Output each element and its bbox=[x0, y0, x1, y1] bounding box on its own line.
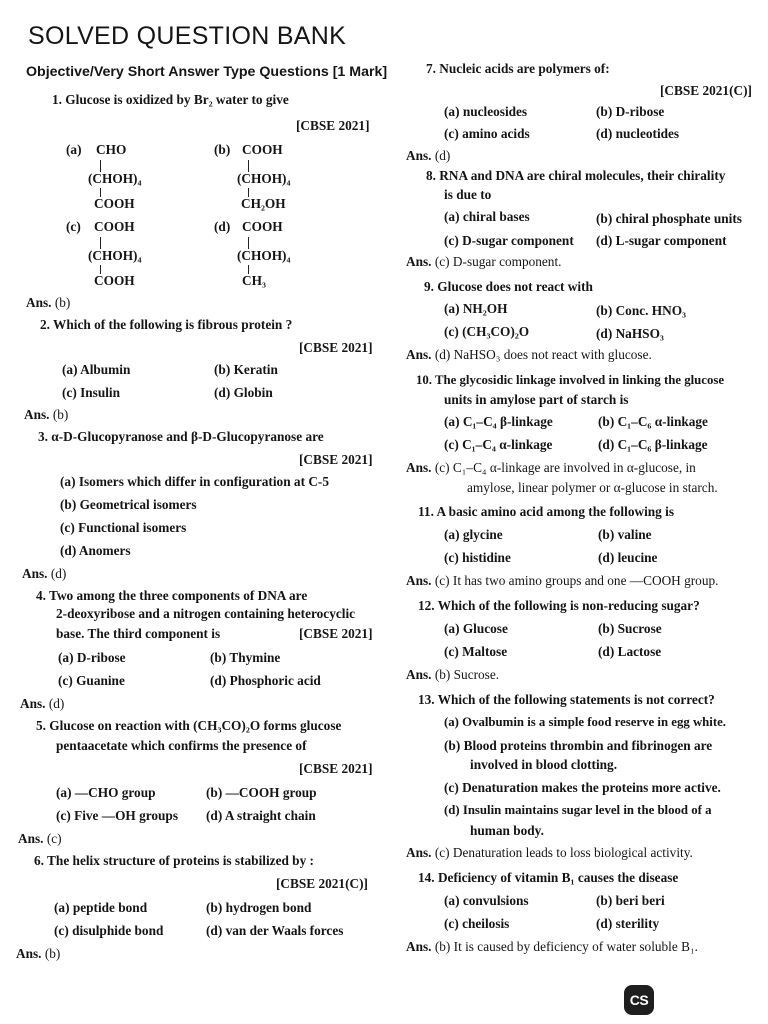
question-9-answer: Ans. (d) NaHSO₃ does not react with glucose. bbox=[406, 347, 652, 362]
q8-option-b: (b) chiral phosphate units bbox=[596, 211, 742, 226]
question-11-text: 11. A basic amino acid among the following is bbox=[418, 504, 674, 519]
q11-option-a: (a) glycine bbox=[444, 527, 503, 542]
q6-option-c: (c) disulphide bond bbox=[54, 923, 164, 938]
q8-option-c: (c) D-sugar component bbox=[444, 233, 574, 248]
question-4-line-1: 4. Two among the three components of DNA are bbox=[36, 588, 308, 603]
q13-option-d-line-1: (d) Insulin maintains sugar level in the blood of a bbox=[444, 803, 712, 817]
q10-option-d: (d) C₁–C₆ β-linkage bbox=[598, 437, 708, 452]
question-10-answer-line-2: amylose, linear polymer or α-glucose in starch. bbox=[467, 480, 718, 495]
q9-option-a: (a) NH₂OH bbox=[444, 301, 508, 316]
question-6-answer: Ans. (b) bbox=[16, 946, 61, 961]
q1-option-c-label: (c) bbox=[66, 219, 81, 234]
question-14-text: 14. Deficiency of vitamin B₁ causes the disease bbox=[418, 870, 679, 885]
q7-option-a: (a) nucleosides bbox=[444, 104, 528, 119]
question-10-line-1: 10. The glycosidic linkage involved in linking the glucose bbox=[416, 373, 725, 387]
q13-option-b-line-1: (b) Blood proteins thrombin and fibrinogen are bbox=[444, 738, 713, 753]
q1-option-a-label: (a) bbox=[66, 142, 82, 157]
q7-option-b: (b) D-ribose bbox=[596, 104, 665, 119]
q5-option-c: (c) Five —OH groups bbox=[56, 808, 179, 823]
page-title: SOLVED QUESTION BANK bbox=[28, 22, 347, 50]
q5-option-b: (b) —COOH group bbox=[206, 785, 317, 800]
q3-option-d: (d) Anomers bbox=[60, 543, 131, 558]
q1-option-b-bot: CH₂OH bbox=[241, 196, 286, 211]
question-10-line-2: units in amylose part of starch is bbox=[444, 392, 629, 407]
question-3-text: 3. α-D-Glucopyranose and β-D-Glucopyranose are bbox=[38, 429, 324, 444]
q9-option-b: (b) Conc. HNO₃ bbox=[596, 303, 687, 318]
question-2-tag: [CBSE 2021] bbox=[299, 340, 373, 355]
question-7-tag: [CBSE 2021(C)] bbox=[660, 83, 752, 98]
question-13-text: 13. Which of the following statements is not correct? bbox=[418, 692, 715, 707]
q4-option-b: (b) Thymine bbox=[210, 650, 281, 665]
q1-option-a-mid: (CHOH)₄ bbox=[88, 171, 142, 186]
q6-option-a: (a) peptide bond bbox=[54, 900, 148, 915]
q5-option-d: (d) A straight chain bbox=[206, 808, 316, 823]
question-5-line-2: pentaacetate which confirms the presence of bbox=[56, 738, 307, 753]
question-1-tag: [CBSE 2021] bbox=[296, 118, 370, 133]
q10-option-b: (b) C₁–C₆ α-linkage bbox=[598, 414, 708, 429]
question-3-answer: Ans. (d) bbox=[22, 566, 67, 581]
question-8-line-1: 8. RNA and DNA are chiral molecules, their chirality bbox=[426, 168, 726, 183]
question-14-answer: Ans. (b) It is caused by deficiency of water soluble B₁. bbox=[406, 939, 698, 954]
q1-option-a-top: CHO bbox=[96, 142, 127, 157]
q7-option-c: (c) amino acids bbox=[444, 126, 530, 141]
question-13-answer: Ans. (c) Denaturation leads to loss biological activity. bbox=[406, 845, 693, 860]
q1-option-c-bot: COOH bbox=[94, 273, 135, 288]
q4-option-c: (c) Guanine bbox=[58, 673, 125, 688]
q3-option-b: (b) Geometrical isomers bbox=[60, 497, 197, 512]
q9-option-d: (d) NaHSO₃ bbox=[596, 326, 664, 341]
question-4-line-2: 2-deoxyribose and a nitrogen containing heterocyclic bbox=[56, 606, 356, 621]
q1-option-c-mid: (CHOH)₄ bbox=[88, 248, 142, 263]
q14-option-d: (d) sterility bbox=[596, 916, 660, 931]
question-8-line-2: is due to bbox=[444, 187, 492, 202]
q1-option-d-bot: CH₃ bbox=[242, 273, 266, 288]
q2-option-a: (a) Albumin bbox=[62, 362, 131, 377]
question-4-answer: Ans. (d) bbox=[20, 696, 65, 711]
question-12-answer: Ans. (b) Sucrose. bbox=[406, 667, 500, 682]
q2-option-d: (d) Globin bbox=[214, 385, 273, 400]
q12-option-d: (d) Lactose bbox=[598, 644, 662, 659]
question-8-answer: Ans. (c) D-sugar component. bbox=[406, 254, 562, 269]
q12-option-a: (a) Glucose bbox=[444, 621, 508, 636]
q3-option-c: (c) Functional isomers bbox=[60, 520, 187, 535]
camscanner-logo-icon: CS bbox=[624, 985, 654, 1015]
question-5-tag: [CBSE 2021] bbox=[299, 761, 373, 776]
question-7-text: 7. Nucleic acids are polymers of: bbox=[426, 61, 610, 76]
q1-option-c-top: COOH bbox=[94, 219, 135, 234]
q8-option-d: (d) L-sugar component bbox=[596, 233, 727, 248]
q13-option-a: (a) Ovalbumin is a simple food reserve in egg white. bbox=[444, 715, 726, 729]
q14-option-b: (b) beri beri bbox=[596, 893, 665, 908]
q10-option-a: (a) C₁–C₄ β-linkage bbox=[444, 414, 553, 429]
q4-option-d: (d) Phosphoric acid bbox=[210, 673, 321, 688]
q13-option-d-line-2: human body. bbox=[470, 823, 544, 838]
question-6-text: 6. The helix structure of proteins is stabilized by : bbox=[34, 853, 314, 868]
question-2-text: 2. Which of the following is fibrous protein ? bbox=[40, 317, 293, 332]
q14-option-c: (c) cheilosis bbox=[444, 916, 510, 931]
q1-option-b-label: (b) bbox=[214, 142, 231, 157]
q2-option-b: (b) Keratin bbox=[214, 362, 278, 377]
q1-option-d-label: (d) bbox=[214, 219, 231, 234]
q1-option-d-mid: (CHOH)₄ bbox=[237, 248, 291, 263]
q13-option-b-line-2: involved in blood clotting. bbox=[470, 757, 618, 772]
q1-option-d-top: COOH bbox=[242, 219, 283, 234]
q11-option-b: (b) valine bbox=[598, 527, 652, 542]
q14-option-a: (a) convulsions bbox=[444, 893, 529, 908]
q4-option-a: (a) D-ribose bbox=[58, 650, 126, 665]
q3-option-a: (a) Isomers which differ in configuration at C-5 bbox=[60, 474, 329, 489]
q7-option-d: (d) nucleotides bbox=[596, 126, 680, 141]
q8-option-a: (a) chiral bases bbox=[444, 209, 530, 224]
q11-option-c: (c) histidine bbox=[444, 550, 511, 565]
q13-option-c: (c) Denaturation makes the proteins more active. bbox=[444, 780, 721, 795]
q1-option-a-bot: COOH bbox=[94, 196, 135, 211]
question-2-answer: Ans. (b) bbox=[24, 407, 69, 422]
question-10-answer: Ans. (c) C₁–C₄ α-linkage are involved in α-glucose, in bbox=[406, 460, 696, 475]
question-5-answer: Ans. (c) bbox=[18, 831, 62, 846]
q11-option-d: (d) leucine bbox=[598, 550, 658, 565]
question-7-answer: Ans. (d) bbox=[406, 148, 451, 163]
q10-option-c: (c) C₁–C₄ α-linkage bbox=[444, 437, 553, 452]
q12-option-c: (c) Maltose bbox=[444, 644, 508, 659]
q1-option-b-mid: (CHOH)₄ bbox=[237, 171, 291, 186]
q2-option-c: (c) Insulin bbox=[62, 385, 121, 400]
question-12-text: 12. Which of the following is non-reducing sugar? bbox=[418, 598, 700, 613]
question-3-tag: [CBSE 2021] bbox=[299, 452, 373, 467]
question-4-tag: [CBSE 2021] bbox=[299, 626, 373, 641]
q12-option-b: (b) Sucrose bbox=[598, 621, 662, 636]
section-subtitle: Objective/Very Short Answer Type Questions [1 Mark] bbox=[26, 64, 388, 80]
q6-option-d: (d) van der Waals forces bbox=[206, 923, 344, 938]
q5-option-a: (a) —CHO group bbox=[56, 785, 156, 800]
question-11-answer: Ans. (c) It has two amino groups and one —COOH group. bbox=[406, 573, 719, 588]
question-5-line-1: 5. Glucose on reaction with (CH₃CO)₂O forms glucose bbox=[36, 718, 342, 733]
question-4-line-3: base. The third component is bbox=[56, 626, 221, 641]
question-6-tag: [CBSE 2021(C)] bbox=[276, 876, 368, 891]
question-1-answer: Ans. (b) bbox=[26, 295, 71, 310]
q9-option-c: (c) (CH₃CO)₂O bbox=[444, 324, 530, 339]
question-9-text: 9. Glucose does not react with bbox=[424, 279, 593, 294]
q6-option-b: (b) hydrogen bond bbox=[206, 900, 312, 915]
question-1-text: 1. Glucose is oxidized by Br₂ water to give bbox=[52, 92, 289, 107]
q1-option-b-top: COOH bbox=[242, 142, 283, 157]
